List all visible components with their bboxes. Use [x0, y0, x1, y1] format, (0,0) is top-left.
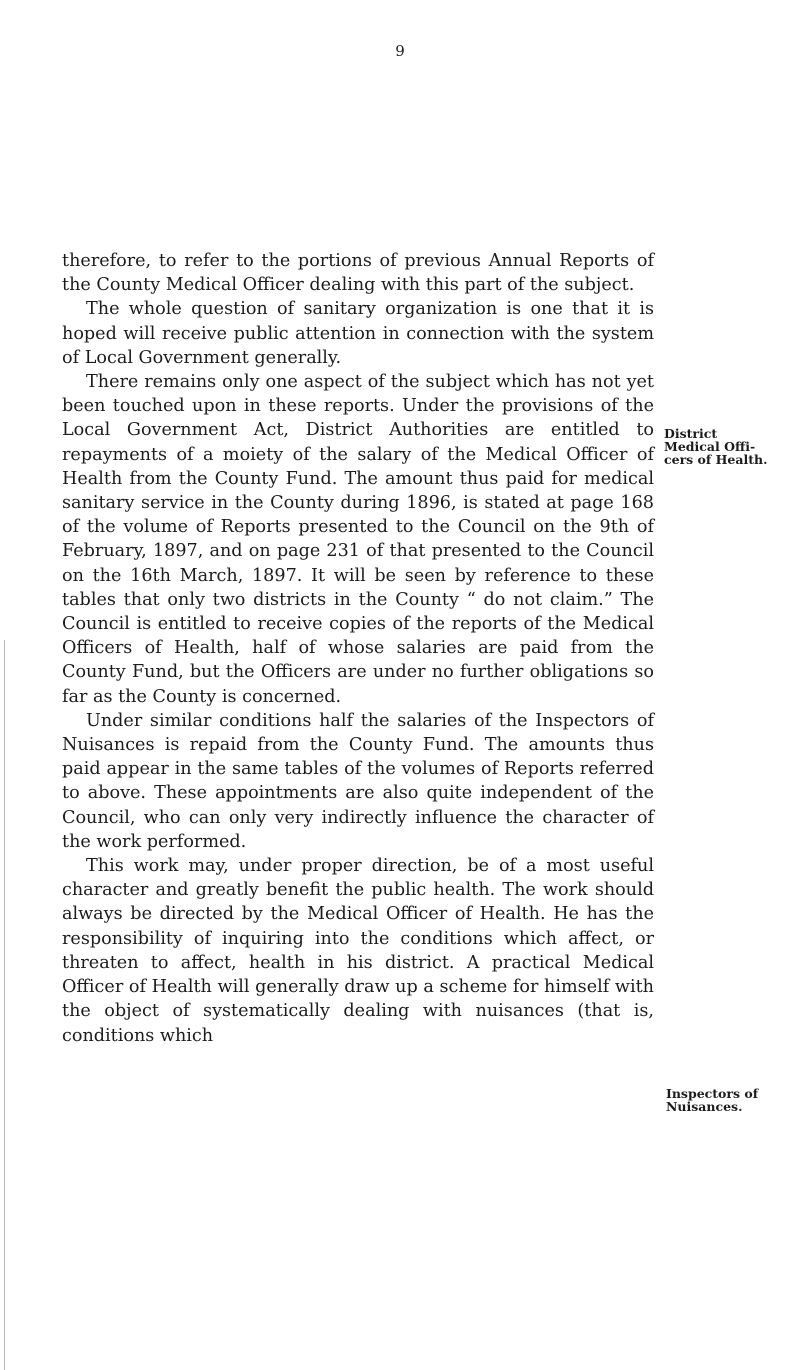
margin-note-district-medical-officers: District Medical Offi- cers of Health. [664, 426, 768, 467]
paragraph-useful-work: This work may, under proper direction, be of a most useful character and greatly benefit the public health. The work should always be directed by the Medical Officer of Health. He has the responsibility of inquiring into the conditions which affect, or threaten to affect, health in his district. A practical Medical Officer of Health will generally draw up a scheme for himself with the object of systematically dealing with nuisances (that is, conditions which [62, 856, 654, 1046]
paragraph-medical-officers: There remains only one aspect of the subject which has not yet been touched upon in these reports. Under the provisions of the Local Government Act, District Authorities are entitled to repayments of a moiety of the salary of the Medical Officer of Health from the County Fund. The amount thus paid for medical sanitary service in the County during 1896, is stated at page 168 of the volume of Reports presented to the Council on the 9th of February, 1897, and on page 231 of that presented to the Council on the 16th March, 1897. It will be seen by reference to these tables that only two districts in the County “ do not claim.” The Council is entitled to receive copies of the reports of the Medical Officers of Health, half of whose salaries are paid from the County Fund, but the Officers are under no further obligations so far as the County is concerned. [62, 372, 654, 707]
paragraph-continuation: therefore, to refer to the portions of previous Annual Reports of the County Medical Officer dealing with this part of the subject. [62, 251, 654, 296]
paragraph-inspectors-salaries: Under similar conditions half the salaries of the Inspectors of Nuisances is repaid from the County Fund. The amounts thus paid appear in the same tables of the volumes of Reports referred to above. These appointments are also quite independent of the Council, who can only very indirectly influence the character of the work performed. [62, 710, 654, 852]
paragraph-sanitary-organization: The whole question of sanitary organization is one that it is hoped will receive public attention in connection with the system of Local Government generally. [62, 299, 654, 368]
body-text [62, 249, 654, 1048]
margin-note-inspectors-of-nuisances: Inspectors of Nuisances. [666, 1086, 759, 1114]
page-edge-rule [4, 640, 5, 1370]
page-number: 9 [395, 42, 405, 60]
